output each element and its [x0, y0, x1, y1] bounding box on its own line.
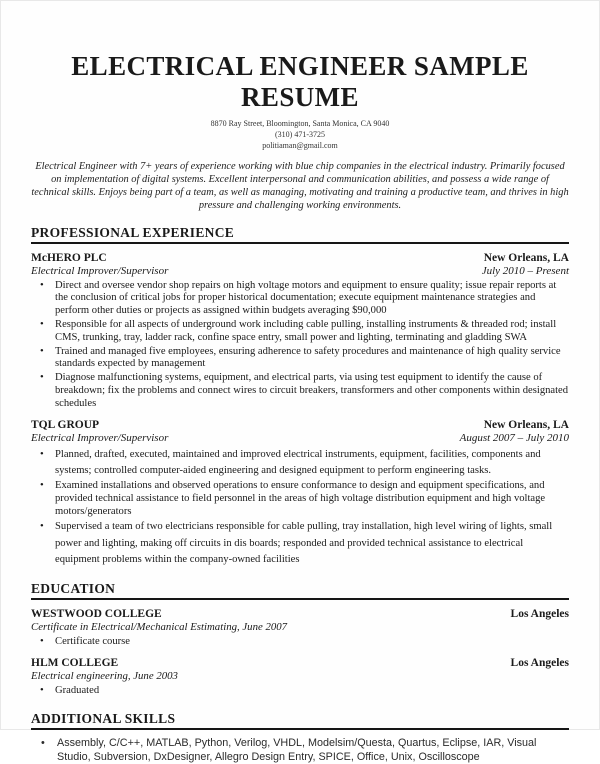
job-location: New Orleans, LA	[483, 251, 569, 264]
job-role-row	[31, 432, 569, 444]
resume-content	[1, 1, 599, 764]
experience-job-1	[31, 252, 569, 411]
contact-phone: (310) 471-3725	[275, 129, 325, 139]
job-company: TQL GROUP	[31, 418, 100, 431]
experience-job-2	[31, 419, 569, 568]
skills-bullet: • Assembly, C/C++, MATLAB, Python, Verilog, VHDL, Modelsim/Questa, Quartus, Eclipse, IAR, Visual Studio, Subversion, DxDesigner, Allegro Design Entry, SPICE, Office, Unix, Oscilloscope	[31, 736, 569, 764]
job-bullet: • Planned, drafted, executed, maintained and improved electrical instruments, equipment, facilities, components and systems; controlled computer-aided engineering and designed equipment to perform engineering tasks.	[31, 447, 569, 479]
job-company: McHERO PLC	[31, 251, 107, 264]
school-bullet-list	[31, 685, 569, 698]
contact-block	[31, 118, 569, 151]
contact-address: 8870 Ray Street, Bloomington, Santa Monica, CA 9040	[210, 118, 390, 128]
job-dates: July 2010 – Present	[481, 264, 569, 277]
job-bullet: • Examined installations and observed operations to ensure conformance to design and equipment specifications, and provided technical assistance to field personnel in the areas of high voltage distribution equipment and high voltage motors/generators	[31, 480, 569, 518]
school-name: WESTWOOD COLLEGE	[31, 607, 162, 620]
job-role: Electrical Improver/Supervisor	[31, 431, 169, 444]
contact-email: politiaman@gmail.com	[262, 140, 338, 150]
job-role: Electrical Improver/Supervisor	[31, 264, 169, 277]
education-school-1	[31, 608, 569, 649]
job-bullet: • Trained and managed five employees, ensuring adherence to safety procedures and maintenance of high quality service standards expected by management	[31, 346, 569, 372]
summary-paragraph: Electrical Engineer with 7+ years of experience working with blue chip companies in the electrical industry. Primarily focused on implementation of digital systems. Excellent interpersonal and communication abilities, and possess a wide range of technical skills. Enjoys being part of a team, as well as managing, motivating and training a productive team, and thrives in high pressure and challenging working environments.	[31, 160, 569, 211]
section-heading-skills: ADDITIONAL SKILLS	[31, 711, 569, 730]
school-degree: Certificate in Electrical/Mechanical Estimating, June 2007	[31, 620, 288, 633]
school-bullet: • Certificate course	[31, 636, 569, 649]
school-degree: Electrical engineering, June 2003	[31, 669, 178, 682]
job-bullet-list	[31, 280, 569, 411]
job-header-row	[31, 419, 569, 431]
job-role-row	[31, 265, 569, 277]
school-header-row	[31, 608, 569, 620]
job-bullet: • Supervised a team of two electricians responsible for cable pulling, tray installation, high level wiring of lights, small power and lighting, making off circuits in dis boards; responded and provided technical assistance to electrical equipment problems within the company-owned facilities	[31, 519, 569, 568]
resume-title: ELECTRICAL ENGINEER SAMPLE RESUME	[71, 51, 529, 112]
job-location: New Orleans, LA	[483, 418, 569, 431]
school-location: Los Angeles	[510, 607, 569, 620]
job-dates: August 2007 – July 2010	[459, 431, 569, 444]
section-heading-education: EDUCATION	[31, 581, 569, 600]
job-bullet-list	[31, 447, 569, 568]
school-bullet: • Graduated	[31, 685, 569, 698]
school-bullet-list	[31, 636, 569, 649]
school-location: Los Angeles	[510, 656, 569, 669]
job-header-row	[31, 252, 569, 264]
section-heading-experience: PROFESSIONAL EXPERIENCE	[31, 225, 569, 244]
school-header-row	[31, 657, 569, 669]
skills-bullet-list	[31, 736, 569, 764]
job-bullet: • Direct and oversee vendor shop repairs on high voltage motors and equipment to ensure quality; issue repair reports at the conclusion of critical jobs for proper historical documentation; execute equipment maintenance strategies and perform other duties or projects as assigned within budgets averaging $90,000	[31, 280, 569, 318]
school-name: HLM COLLEGE	[31, 656, 119, 669]
job-bullet: • Diagnose malfunctioning systems, equipment, and electrical parts, via using test equipment to identify the cause of breakdown; fix the problems and connect wires to circuit breakers, transformers and other components within designated schedules	[31, 372, 569, 410]
education-school-2	[31, 657, 569, 698]
job-bullet: • Responsible for all aspects of underground work including cable pulling, installing instruments & threaded rod; install CMS, trunking, tray, ladder rack, confine space entry, small power and lighting, terminating and gladding SWA	[31, 319, 569, 345]
